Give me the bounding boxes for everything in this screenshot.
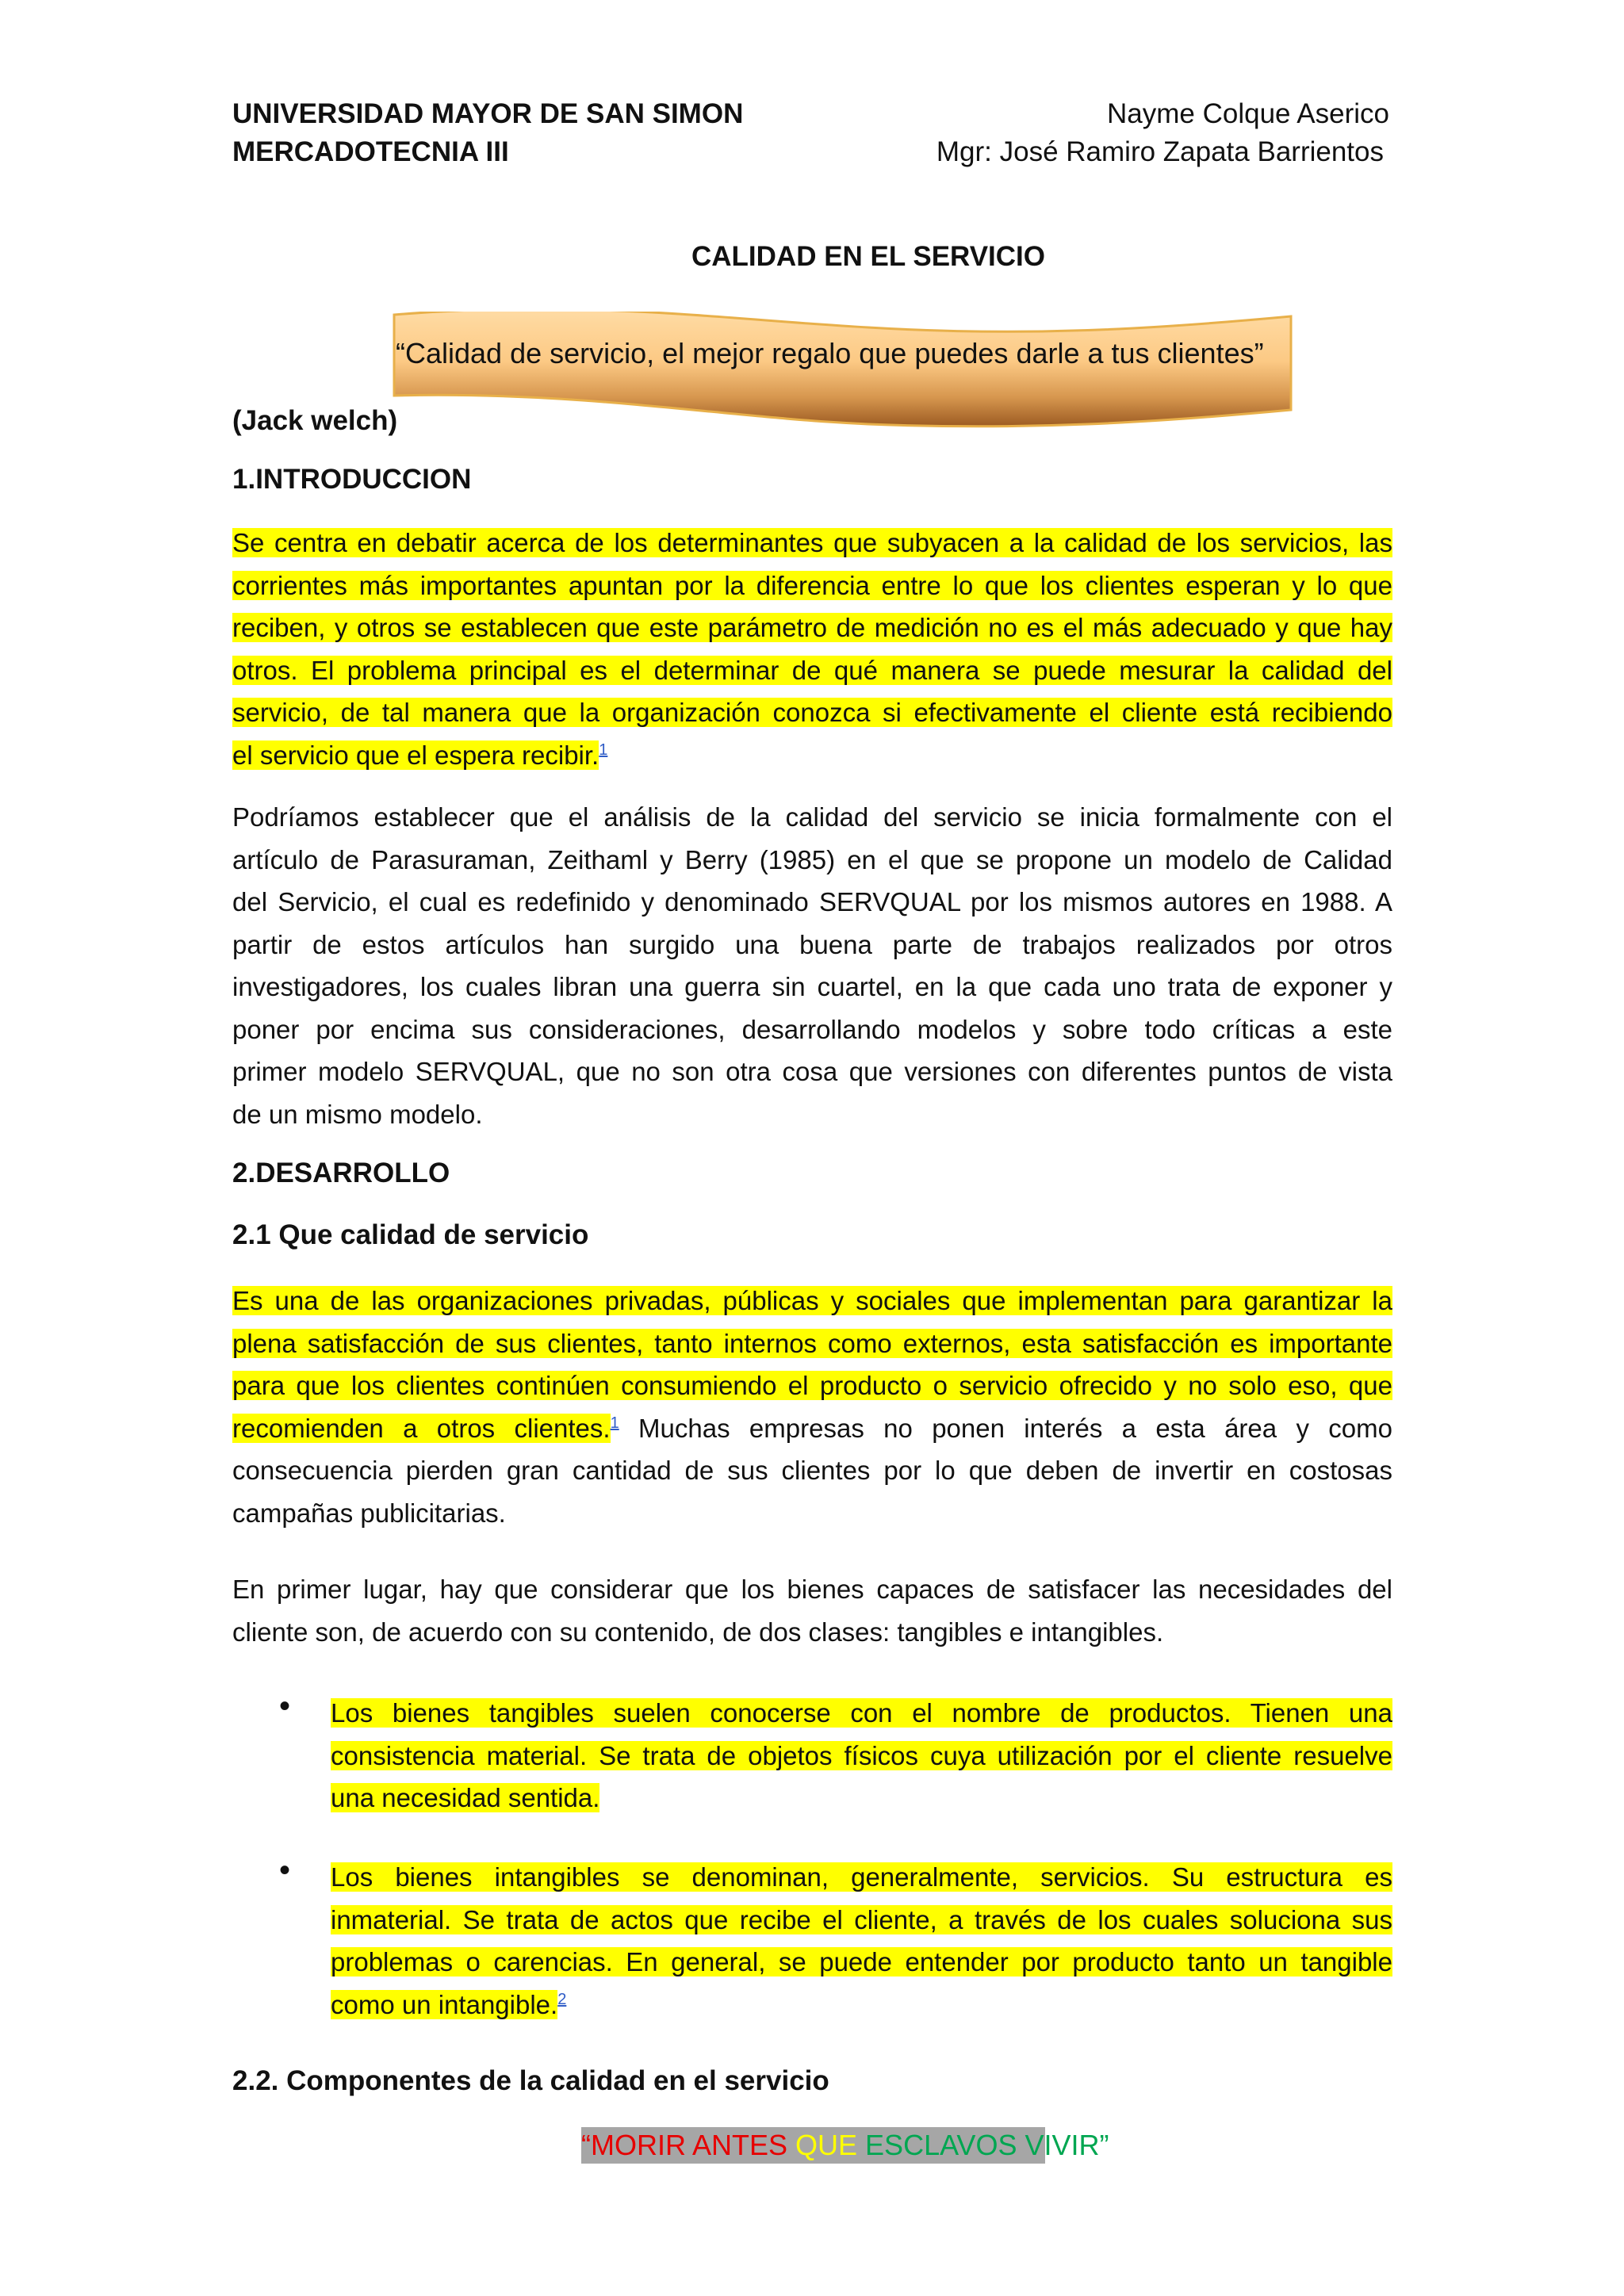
motto-part-3: ESCLAVOS VIVIR” bbox=[857, 2129, 1109, 2161]
footnote-link-2[interactable]: 2 bbox=[557, 1990, 567, 2008]
text-line-rest: Muchas empresas no ponen interés a esta área y como bbox=[619, 1413, 1393, 1443]
text-line: partir de estos artículos han surgido una buena parte de trabajos realizados por otros bbox=[232, 929, 1392, 959]
header-course: MERCADOTECNIA III bbox=[232, 136, 509, 167]
text-line: el servicio que el espera recibir. bbox=[232, 740, 599, 770]
text-line: Podríamos establecer que el análisis de la calidad del servicio se inicia formalmente con el bbox=[232, 802, 1392, 832]
text-line: investigadores, los cuales libran una guerra sin cuartel, en la que cada uno trata de exponer y bbox=[232, 972, 1392, 1001]
text-line: plena satisfacción de sus clientes, tanto internos como externos, esta satisfacción es importante bbox=[232, 1328, 1392, 1358]
text-line: artículo de Parasuraman, Zeithaml y Berry (1985) en el que se propone un modelo de Calidad bbox=[232, 844, 1392, 874]
quote-text: “Calidad de servicio, el mejor regalo que puedes darle a tus clientes” bbox=[396, 337, 1264, 369]
text-line: servicio, de tal manera que la organización conozca si efectivamente el cliente está recibiendo bbox=[232, 698, 1392, 727]
page-title: CALIDAD EN EL SERVICIO bbox=[691, 241, 1045, 272]
paragraph-2-1-a bbox=[232, 1280, 1392, 1534]
text-line: Los bienes tangibles suelen conocerse con el nombre de productos. Tienen una bbox=[331, 1698, 1392, 1728]
subsection-heading-2-1: 2.1 Que calidad de servicio bbox=[232, 1219, 589, 1250]
text-line: corrientes más importantes apuntan por la diferencia entre lo que los clientes esperan y lo que bbox=[232, 570, 1392, 600]
text-line: consistencia material. Se trata de objetos físicos cuya utilización por el cliente resuelve bbox=[331, 1740, 1392, 1770]
text-line: una necesidad sentida. bbox=[331, 1783, 600, 1812]
header-student: Nayme Colque Aserico bbox=[1107, 98, 1389, 129]
text-line: problemas o carencias. En general, se puede entender por producto tanto un tangible bbox=[331, 1947, 1392, 1976]
section-heading-desarrollo: 2.DESARROLLO bbox=[232, 1158, 450, 1188]
bullet-marker: • bbox=[279, 1853, 291, 1888]
text-line: primer modelo SERVQUAL, que no son otra cosa que versiones con diferentes puntos de vista bbox=[232, 1057, 1392, 1086]
text-line: inmaterial. Se trata de actos que recibe el cliente, a través de los cuales soluciona sus bbox=[331, 1904, 1392, 1934]
text-line: campañas publicitarias. bbox=[232, 1498, 506, 1528]
quote-ribbon bbox=[393, 312, 1293, 430]
text-line: En primer lugar, hay que considerar que los bienes capaces de satisfacer las necesidades del bbox=[232, 1575, 1392, 1604]
text-line: consecuencia pierden gran cantidad de sus clientes por lo que deben de invertir en costosas bbox=[232, 1456, 1392, 1485]
text-line: de un mismo modelo. bbox=[232, 1099, 483, 1129]
section-heading-introduccion: 1.INTRODUCCION bbox=[232, 464, 472, 495]
footnote-link-1b[interactable]: 1 bbox=[610, 1414, 619, 1432]
bullet-marker: • bbox=[279, 1689, 291, 1724]
paragraph-intro-2 bbox=[232, 796, 1392, 1135]
text-line: otros. El problema principal es el determinar de qué manera se puede mesurar la calidad del bbox=[232, 655, 1392, 685]
quote-author: (Jack welch) bbox=[232, 405, 398, 436]
text-line: cliente son, de acuerdo con su contenido, de dos clases: tangibles e intangibles. bbox=[232, 1617, 1164, 1647]
text-line: Es una de las organizaciones privadas, públicas y sociales que implementan para garantizar la bbox=[232, 1286, 1392, 1315]
text-line-highlight: recomienden a otros clientes. bbox=[232, 1413, 611, 1443]
bullet-item-tangibles bbox=[331, 1692, 1392, 1820]
footer-motto bbox=[581, 2127, 1109, 2164]
motto-part-1: “MORIR ANTES bbox=[581, 2129, 796, 2161]
text-line: reciben, y otros se establecen que este parámetro de medición no es el más adecuado y que hay bbox=[232, 613, 1392, 642]
paragraph-intro-1 bbox=[232, 522, 1392, 776]
footnote-link-1[interactable]: 1 bbox=[599, 740, 608, 759]
subsection-heading-2-2: 2.2. Componentes de la calidad en el servicio bbox=[232, 2065, 829, 2096]
header-university: UNIVERSIDAD MAYOR DE SAN SIMON bbox=[232, 98, 744, 129]
text-line: Se centra en debatir acerca de los determinantes que subyacen a la calidad de los servicios, las bbox=[232, 528, 1392, 557]
text-line: como un intangible. bbox=[331, 1989, 558, 2019]
motto-part-2: QUE bbox=[795, 2129, 858, 2161]
header-teacher: Mgr: José Ramiro Zapata Barrientos bbox=[936, 136, 1384, 167]
text-line: poner por encima sus consideraciones, desarrollando modelos y sobre todo críticas a este bbox=[232, 1014, 1392, 1044]
ribbon-shape bbox=[393, 312, 1293, 430]
paragraph-2-1-b bbox=[232, 1568, 1392, 1653]
text-line: del Servicio, el cual es redefinido y denominado SERVQUAL por los mismos autores en 1988. A bbox=[232, 887, 1392, 916]
text-line: Los bienes intangibles se denominan, generalmente, servicios. Su estructura es bbox=[331, 1862, 1392, 1892]
bullet-item-intangibles bbox=[331, 1856, 1392, 2026]
text-line: para que los clientes continúen consumiendo el producto o servicio ofrecido y no solo eso, que bbox=[232, 1371, 1392, 1400]
